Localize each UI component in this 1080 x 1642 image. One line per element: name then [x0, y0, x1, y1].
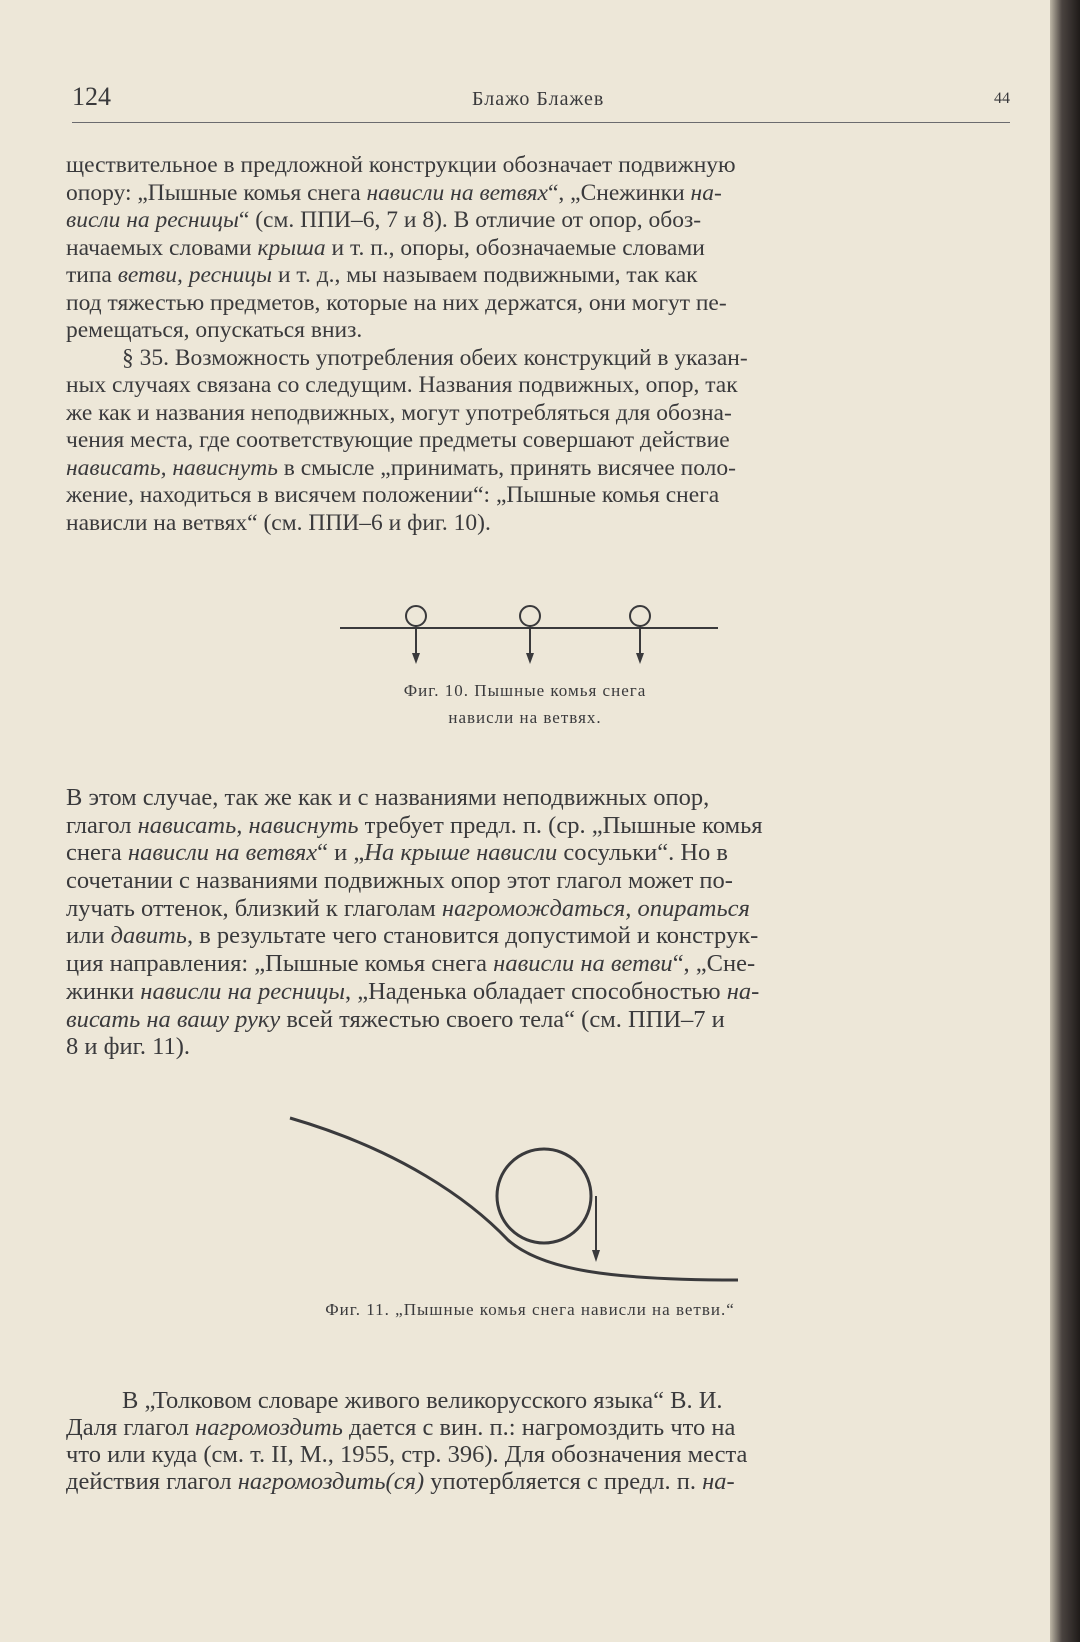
text-run: требует предл. п. (ср. „Пышные комья [358, 811, 763, 839]
text-run: глагол [66, 811, 138, 839]
italic-run: на- [726, 977, 760, 1005]
running-header [72, 82, 1010, 123]
text-line [66, 922, 1008, 950]
text-run: употербляется с предл. п. [424, 1468, 703, 1495]
text-line [66, 1006, 1008, 1034]
text-run: “, „Снежинки [547, 179, 691, 206]
book-gutter-shadow [1050, 0, 1080, 1642]
text-line [66, 1441, 1008, 1468]
text-line [66, 839, 1008, 867]
hanging-snow-1 [406, 606, 426, 661]
italic-run: нависать, нависнуть [66, 454, 278, 481]
text-line [66, 152, 1008, 180]
italic-run: крыша [257, 234, 326, 261]
italic-run: нависли на ветвях [366, 179, 548, 206]
italic-run: нависли на ветвях [127, 839, 318, 867]
text-run: “ и „ [317, 839, 365, 867]
text-line [66, 207, 1008, 235]
text-run: сочетании с названиями подвижных опор этот глагол может по- [66, 867, 733, 895]
text-line [66, 1033, 1008, 1061]
italic-run: нагромождаться, опираться [441, 894, 750, 922]
text-line [66, 895, 1008, 923]
text-run: начаемых словами [66, 234, 258, 261]
text-run: типа [66, 262, 118, 288]
pressure-arrow [592, 1250, 600, 1262]
arrow-2 [526, 653, 534, 664]
italic-run: давить [110, 922, 187, 950]
text-run: опору: „Пышные комья снега [66, 179, 367, 206]
italic-run: нависать, нависнуть [137, 811, 359, 839]
text-run: лучать оттенок, близкий к глаголам [66, 894, 442, 922]
text-run: ных случаях связана со следущим. Названия подвижных, опор, так [66, 372, 738, 398]
figure-11-caption: Фиг. 11. „Пышные комья снега нависли на ветви.“ [325, 1300, 735, 1319]
text-run: жение, находиться в висячем положении“: „Пышные комья снега [66, 482, 720, 508]
text-line [66, 180, 1008, 208]
paragraph-1 [66, 152, 1008, 537]
text-run: под тяжестью предметов, которые на них держатся, они могут пе- [66, 289, 727, 316]
italic-run: на- [690, 179, 722, 206]
text-run: 8 и фиг. 11). [66, 1033, 191, 1061]
text-run: снега [66, 839, 128, 867]
italic-run: нагромоздить(ся) [237, 1468, 425, 1495]
text-run: “ (см. ППИ–6, 7 и 8). В отличие от опор, обоз- [238, 207, 702, 233]
text-run: или [66, 922, 111, 950]
text-run: всей тяжестью своего тела“ (см. ППИ–7 и [280, 1005, 725, 1033]
text-line [66, 345, 1008, 373]
text-line [66, 317, 1008, 345]
figure-11-diagram [280, 1110, 750, 1285]
text-run: § 35. Возможность употребления обеих конструкций в указан- [122, 344, 748, 371]
arrow-3 [636, 653, 644, 664]
text-run: , „Наденька обладает способностью [344, 977, 727, 1005]
text-line [66, 812, 1008, 840]
text-run: ремещаться, опускаться вниз. [66, 317, 363, 343]
text-run: в смысле „принимать, принять висячее поло- [277, 454, 736, 481]
text-line [66, 510, 1008, 538]
hanging-snow-3 [630, 606, 650, 661]
text-run: В этом случае, так же как и с названиями неподвижных опор, [66, 784, 710, 811]
figure-10-caption-line-1: Фиг. 10. Пышные комья снега [403, 681, 647, 700]
text-line [66, 372, 1008, 400]
paragraph-2 [66, 784, 1008, 1061]
text-line [66, 455, 1008, 483]
text-run: ществительное в предложной конструкции обозначает подвижную [66, 152, 736, 178]
text-run: и т. д., мы называем подвижными, так как [272, 262, 698, 288]
text-run: нависли на ветвях“ (см. ППИ–6 и фиг. 10). [66, 509, 491, 536]
text-run: , в результате чего становится допустимой и конструк- [186, 922, 759, 950]
text-run: Даля глагол [66, 1414, 196, 1441]
text-line [66, 1468, 1008, 1495]
italic-run: На крыше нависли [364, 839, 558, 867]
text-run: что или куда (см. т. II, М., 1955, стр. 396). Для обозначения места [66, 1441, 748, 1468]
paragraph-3 [66, 1387, 1008, 1495]
italic-run: нависли на ресницы [140, 977, 345, 1005]
text-line [66, 482, 1008, 510]
italic-run: висли на ресницы [66, 207, 239, 233]
italic-run: висать на вашу руку [66, 1005, 281, 1033]
text-run: жинки [66, 977, 141, 1005]
text-line [66, 867, 1008, 895]
text-run: же как и названия неподвижных, могут употребляться для обозна- [66, 399, 732, 426]
text-line [66, 1387, 1008, 1414]
text-line [66, 262, 1008, 290]
figure-10-caption-line-2: нависли на ветвях. [448, 708, 602, 727]
text-line [66, 400, 1008, 428]
italic-run: на- [702, 1468, 735, 1495]
text-run: “, „Сне- [672, 950, 756, 978]
signature-mark: 44 [994, 90, 1010, 107]
text-line [66, 1414, 1008, 1441]
text-line [66, 784, 1008, 812]
italic-run: нависли на ветви [493, 950, 673, 978]
text-line [66, 950, 1008, 978]
text-line [66, 235, 1008, 263]
text-run: В „Толковом словаре живого великорусского языка“ В. И. [122, 1387, 723, 1414]
snow-clump [497, 1149, 591, 1243]
arrow-1 [412, 653, 420, 664]
text-line [66, 427, 1008, 455]
bending-branch [290, 1118, 738, 1280]
text-run: и т. п., опоры, обозначаемые словами [325, 234, 705, 261]
running-head-author: Блажо Блажев [472, 88, 605, 110]
text-run: действия глагол [66, 1468, 238, 1495]
text-run: дается с вин. п.: нагромоздить что на [342, 1414, 736, 1441]
hanging-snow-2 [520, 606, 540, 661]
text-run: ция направления: „Пышные комья снега [66, 950, 494, 978]
text-line [66, 290, 1008, 318]
page-number: 124 [72, 82, 111, 111]
italic-run: нагромоздить [195, 1414, 343, 1441]
italic-run: ветви, ресницы [117, 262, 273, 288]
text-line [66, 978, 1008, 1006]
text-run: чения места, где соответствующие предметы совершают действие [66, 427, 730, 453]
text-run: сосульки“. Но в [557, 839, 728, 867]
figure-10-diagram [340, 598, 720, 668]
